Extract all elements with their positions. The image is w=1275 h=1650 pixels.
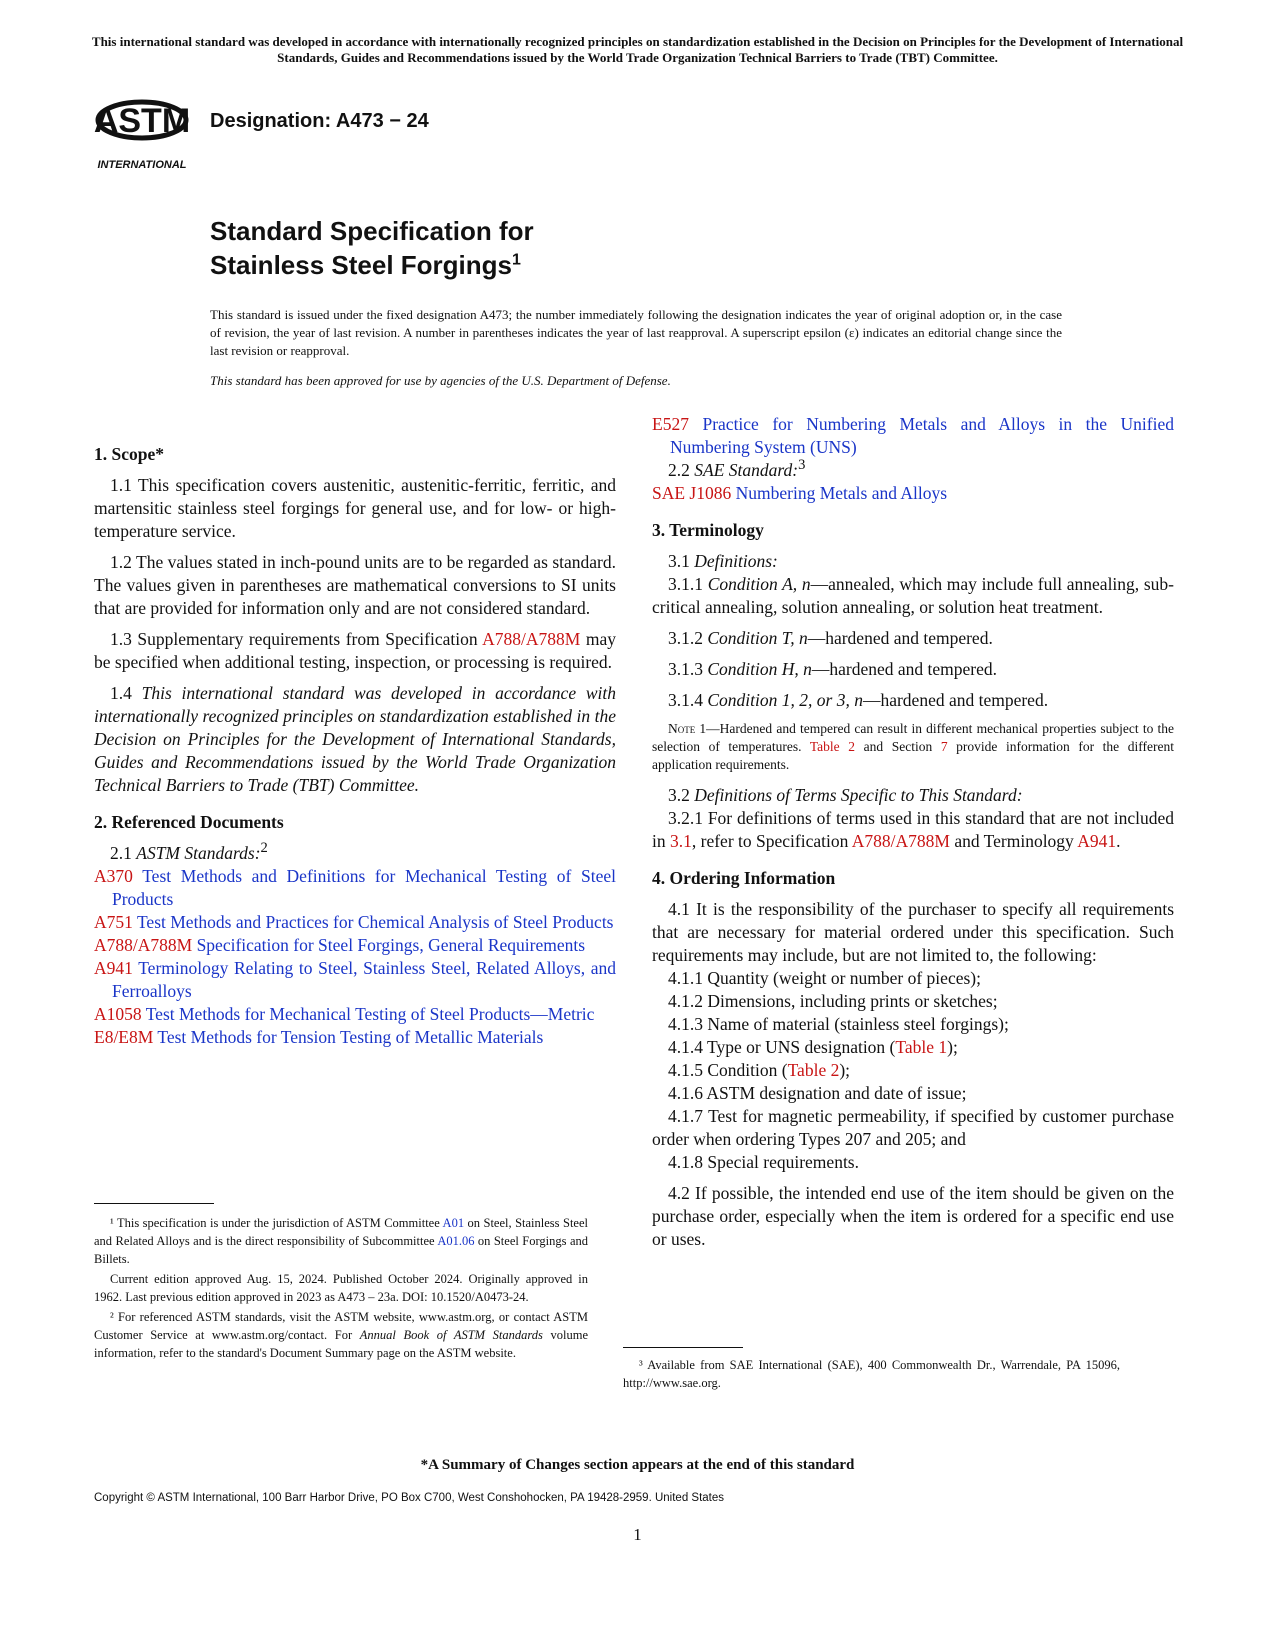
astm-standards-num: 2.1 [110,843,137,863]
scope-1-1: 1.1 This specification covers austenitic, austenitic-ferritic, ferritic, and martensitic stainless steel forgings for general use, and for low- or high-temperature service. [94,475,616,541]
dod-approval: This standard has been approved for use by agencies of the U.S. Department of Defense. [210,373,671,388]
right-column [652,413,1174,1259]
term-def: —hardened and tempered. [807,628,993,648]
link-a01-06[interactable]: A01.06 [437,1234,475,1248]
ref-title[interactable]: Test Methods for Mechanical Testing of Steel Products—Metric [145,1004,595,1024]
ref-item-a788[interactable] [94,934,616,957]
item-text-a: 4.1.4 Type or UNS designation ( [668,1037,896,1057]
fn1-text-c: on Steel Forgings and Billets. [94,1234,588,1266]
ref-item-a941[interactable] [94,957,616,1003]
astm-logo [92,82,194,174]
term-def: —hardened and tempered. [811,659,998,679]
left-column [94,433,616,1049]
link-a941-term[interactable]: A941 [1077,831,1117,851]
term-321-text-b: , refer to Specification [691,831,852,851]
term-num: 3.1.3 [668,659,708,679]
specific-terms-label: Definitions of Terms Specific to This Standard: [694,785,1023,805]
ordering-4-1-8: 4.1.8 Special requirements. [668,1152,859,1172]
ordering-4-1-3: 4.1.3 Name of material (stainless steel forgings); [668,1014,1009,1034]
term-num: 3.1.1 [668,574,708,594]
page-number: 1 [633,1525,642,1544]
ordering-heading: 4. Ordering Information [652,868,836,888]
footnote-3: ³ Available from SAE International (SAE), 400 Commonwealth Dr., Warrendale, PA 15096, http://www.sae.org. [623,1358,1120,1390]
term-name: Condition H, n [707,659,812,679]
ref-title[interactable]: Test Methods and Practices for Chemical Analysis of Steel Products [136,912,614,932]
specific-terms-subhead [652,784,1174,807]
link-table-1[interactable]: Table 1 [895,1037,948,1057]
ordering-4-2: 4.2 If possible, the intended end use of the item should be given on the purchase order, especially when the item is ordered for a specific end use or uses. [652,1183,1174,1249]
scope-1-4-num: 1.4 [110,683,142,703]
footnotes-left [94,1214,588,1364]
scope-1-3-text-b: may be specified when additional testing, inspection, or processing is required. [94,629,616,672]
specific-terms-num: 3.2 [668,785,695,805]
ref-title[interactable]: Practice for Numbering Metals and Alloys in the Unified Numbering System (UNS) [670,414,1175,457]
ref-item-e527[interactable] [652,413,1174,459]
ref-title[interactable]: Terminology Relating to Steel, Stainless Steel, Related Alloys, and Ferroalloys [112,958,616,1001]
logo-wordmark: ASTM [93,102,191,140]
link-a788[interactable]: A788/A788M [482,629,581,649]
term-num: 3.1.2 [668,628,708,648]
footnote-2 [94,1308,588,1362]
term-3-1-2 [652,627,1174,650]
footnote-1 [94,1214,588,1268]
term-321-text-a: 3.2.1 For definitions of terms used in this standard that are not included in [652,808,1174,851]
scope-1-2: 1.2 The values stated in inch-pound units are to be regarded as standard. The values given in parentheses are mathematical conversions to SI units that are provided for information only and are not considered standard. [94,552,616,618]
note-text-a: 1—Hardened and tempered can result in different mechanical properties subject to the selection of temperatures. [652,721,1174,754]
link-section-7[interactable]: 7 [940,739,948,754]
definitions-subhead [652,550,1174,573]
term-def: —annealed, which may include full annealing, sub-critical annealing, solution annealing, or solution heat treatment. [652,574,1174,617]
term-def: —hardened and tempered. [862,690,1049,710]
note-1 [652,720,1174,774]
term-name: Condition 1, 2, or 3, n [707,690,863,710]
scope-1-3-text-a: 1.3 Supplementary requirements from Specification [110,629,483,649]
ordering-4-1-7: 4.1.7 Test for magnetic permeability, if specified by customer purchase order when ordering Types 207 and 205; and [652,1106,1174,1149]
ref-code[interactable]: A941 [94,958,133,978]
ref-item-e8[interactable] [94,1026,616,1049]
document-title [210,214,534,282]
term-321-text-d: . [1116,831,1121,851]
note-text-c: provide information for the different application requirements. [652,739,1174,772]
ordering-4-1-4 [652,1036,1174,1059]
astm-standards-label: ASTM Standards: [136,843,261,863]
note-label: Note [668,721,696,736]
link-a01[interactable]: A01 [442,1216,465,1230]
summary-of-changes-note: *A Summary of Changes section appears at the end of this standard [420,1457,855,1473]
term-3-1-4 [652,689,1174,712]
fn1-text-a: ¹ This specification is under the jurisdiction of ASTM Committee [110,1216,443,1230]
ref-item-a1058[interactable] [94,1003,616,1026]
footnotes-right [623,1356,1120,1394]
scope-heading: 1. Scope* [94,444,164,464]
scope-1-3 [94,628,616,674]
title-line-2-text: Stainless Steel Forgings [210,250,512,280]
fn2-ital: Annual Book of ASTM Standards [359,1328,543,1342]
designation: Designation: A473 − 24 [210,110,429,132]
ref-code[interactable]: A370 [94,866,133,886]
ref-code[interactable]: A751 [94,912,133,932]
term-3-2-1 [652,807,1174,853]
term-3-1-3 [652,658,1174,681]
astm-standards-sup: 2 [260,840,268,857]
title-line-2 [210,248,534,282]
ordering-4-1: 4.1 It is the responsibility of the purchaser to specify all requirements that are necessary for material ordered under this specification. Such requirements may include, but are not limited to, the following: [652,899,1174,965]
fn2-text-b: volume information, refer to the standard's Document Summary page on the ASTM website. [94,1328,588,1360]
title-line-1: Standard Specification for [210,216,534,246]
link-table-2[interactable]: Table 2 [809,739,856,754]
ref-item-sae-j1086[interactable] [652,482,1174,505]
term-num: 3.1.4 [668,690,708,710]
item-text-b: ); [839,1060,851,1080]
ref-title[interactable]: Numbering Metals and Alloys [735,483,948,503]
definitions-label: Definitions: [694,551,778,571]
ref-item-a370[interactable] [94,865,616,911]
terminology-heading: 3. Terminology [652,520,764,540]
term-name: Condition T, n [707,628,808,648]
item-text-a: 4.1.5 Condition ( [668,1060,788,1080]
definitions-num: 3.1 [668,551,695,571]
term-3-1-1 [652,573,1174,619]
ref-title[interactable]: Specification for Steel Forgings, General Requirements [196,935,586,955]
fn1-text-b: on Steel, Stainless Steel and Related Alloys and is the direct responsibility of Subcommittee [94,1216,588,1248]
scope-1-4 [94,682,616,797]
sae-standard-label: SAE Standard: [694,460,799,480]
ordering-4-1-1: 4.1.1 Quantity (weight or number of pieces); [668,968,981,988]
ref-title[interactable]: Test Methods and Definitions for Mechanical Testing of Steel Products [112,866,617,909]
ordering-4-1-2: 4.1.2 Dimensions, including prints or sketches; [668,991,998,1011]
logo-subtext: INTERNATIONAL [97,159,187,171]
term-321-text-c: and Terminology [949,831,1078,851]
term-name: Condition A, n [707,574,811,594]
wto-notice: This international standard was developed in accordance with internationally recognized principles on standardization established in the Decision on Principles for the Development of International Standards, Guides and Recommendations issued by the World Trade Organization Technical Barriers to Trade (TBT) Committee. [91,34,1184,65]
ref-code[interactable]: A788/A788M [94,935,193,955]
ref-title[interactable]: Test Methods for Tension Testing of Metallic Materials [157,1027,544,1047]
sae-standard-num: 2.2 [668,460,695,480]
ref-code[interactable]: A1058 [94,1004,142,1024]
ordering-4-1-5 [652,1059,1174,1082]
ref-code[interactable]: SAE J1086 [652,483,732,503]
title-footnote-mark: 1 [511,251,521,269]
sae-standard-subhead [652,459,1174,482]
issuance-statement: This standard is issued under the fixed designation A473; the number immediately following the designation indicates the year of original adoption or, in the case of revision, the year of last revision. A number in parentheses indicates the year of last reapproval. A superscript epsilon (ε) indicates an editorial change since the last revision or reapproval. [210,307,1062,358]
fn2-text-a: ² For referenced ASTM standards, visit the ASTM website, www.astm.org, or contact ASTM Customer Service at www.astm.org/contact. For [94,1310,588,1342]
note-text-b: and Section [855,739,941,754]
ref-code[interactable]: E527 [652,414,689,434]
copyright: Copyright © ASTM International, 100 Barr Harbor Drive, PO Box C700, West Conshohocken, PA 19428-2959. United States [94,1492,725,1504]
footnote-rule-right [623,1347,743,1348]
item-text-b: ); [947,1037,958,1057]
refdocs-heading: 2. Referenced Documents [94,812,284,832]
scope-1-4-text: This international standard was developed in accordance with internationally recognized principles on standardization established in the Decision on Principles for the Development of International Standards, Guides and Recommendations issued by the World Trade Organization Technical Barriers to Trade (TBT) Committee. [94,683,617,795]
ref-code[interactable]: E8/E8M [94,1027,154,1047]
footnote-1-edition: Current edition approved Aug. 15, 2024. Published October 2024. Originally approved in 1962. Last previous edition approved in 2023 as A473 – 23a. DOI: 10.1520/A0473-24. [94,1272,588,1304]
ordering-4-1-6: 4.1.6 ASTM designation and date of issue; [668,1083,967,1103]
ref-item-a751[interactable] [94,911,616,934]
link-table-2-order[interactable]: Table 2 [787,1060,840,1080]
astm-standards-subhead [94,842,616,865]
link-a788-term[interactable]: A788/A788M [851,831,950,851]
link-3-1[interactable]: 3.1 [670,831,692,851]
sae-standard-sup: 3 [798,457,806,474]
footnote-rule-left [94,1203,214,1204]
